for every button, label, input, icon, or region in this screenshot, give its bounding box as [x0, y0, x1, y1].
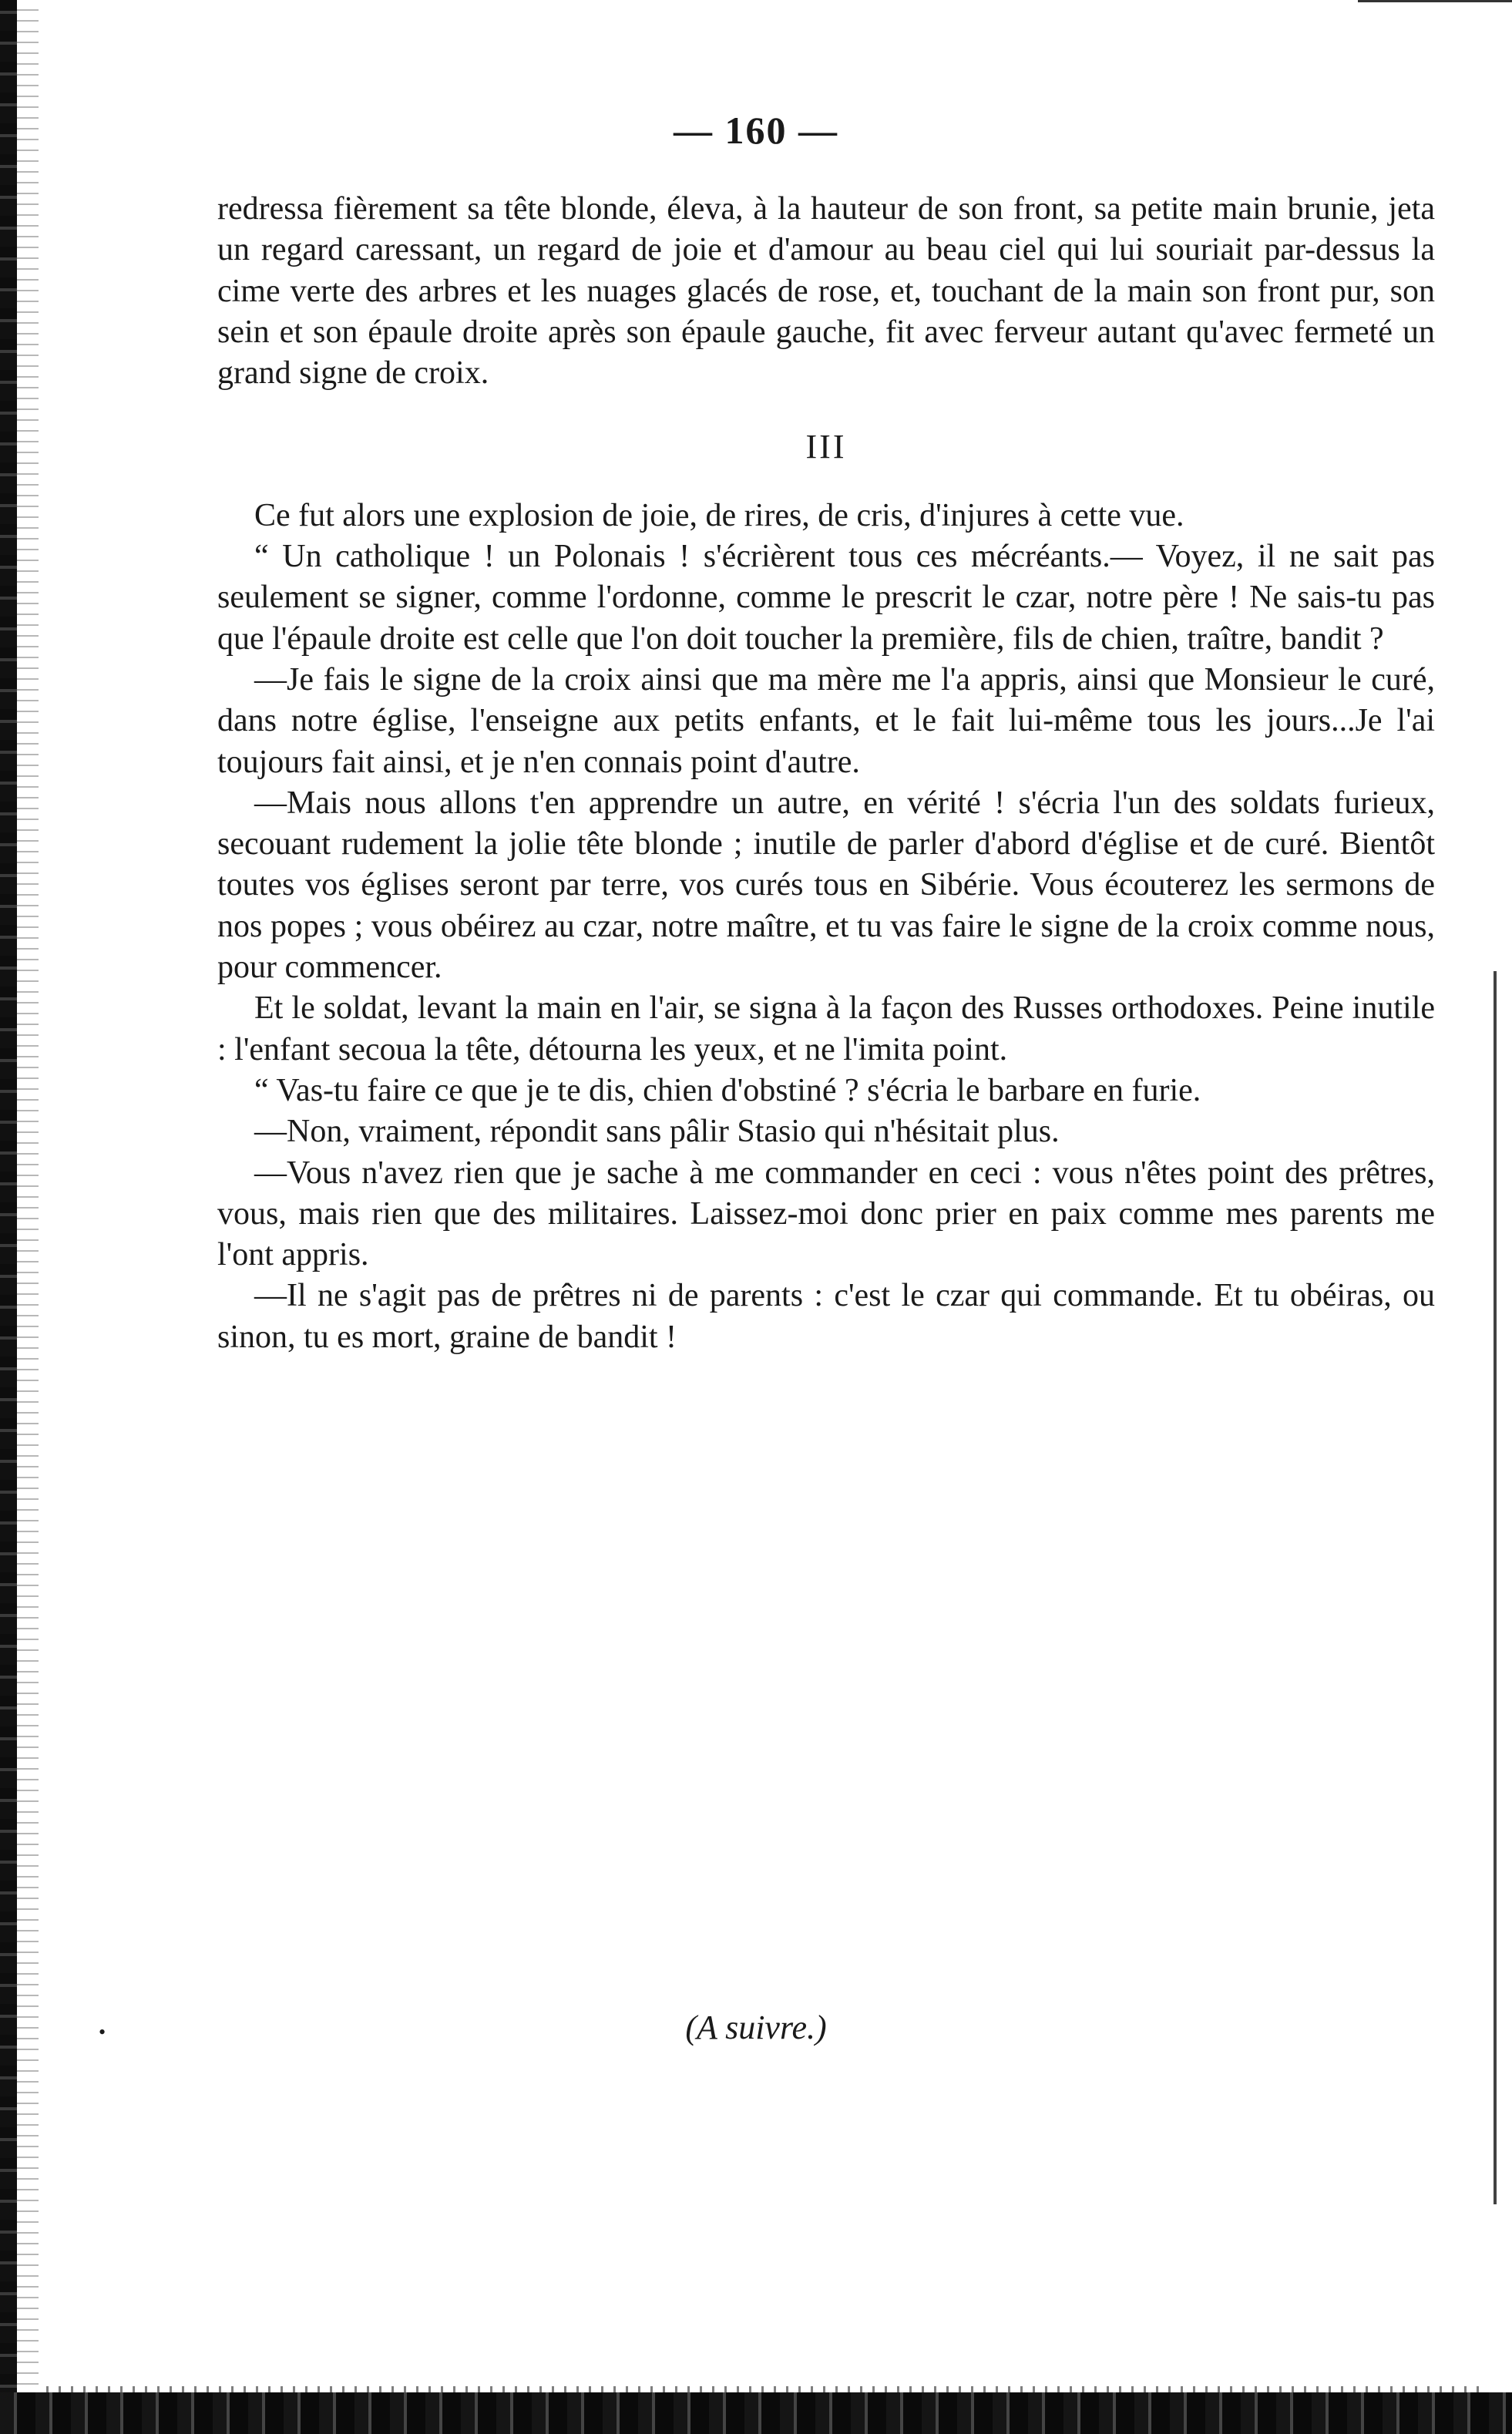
- scan-binding-edge-bottom: [0, 2392, 1512, 2434]
- scan-noise-bottom: [46, 2386, 1480, 2392]
- body-text: [217, 189, 1435, 1358]
- paragraph: —Vous n'avez rien que je sache à me commander en ceci : vous n'êtes point des prêtres, vous, mais rien que des militaires. Laissez-moi donc prier en paix comme mes parents me l'ont appris.: [217, 1155, 1435, 1273]
- scan-corner-top-right: [1358, 0, 1512, 7]
- opening-paragraph: redressa fièrement sa tête blonde, éleva, à la hauteur de son front, sa petite main brunie, jeta un regard caressant, un regard de joie et d'amour au beau ciel qui lui souriait par-dessus la cime verte des arbres et les nuages glacés de rose, et, touchant de la main son front pur, son sein et son épaule droite après son épaule gauche, fit avec ferveur autant qu'avec fermeté un grand signe de croix.: [217, 191, 1435, 392]
- paragraph: —Je fais le signe de la croix ainsi que ma mère me l'a appris, ainsi que Monsieur le curé, dans notre église, l'enseigne aux petits enfants, et le fait lui-même tous les jours...Je l'ai toujours fait ainsi, et je n'en connais point d'autre.: [217, 661, 1435, 780]
- paragraph: Ce fut alors une explosion de joie, de rires, de cris, d'injures à cette vue.: [254, 497, 1184, 533]
- paragraph: “ Un catholique ! un Polonais ! s'écrièrent tous ces mécréants.— Voyez, il ne sait pas seulement se signer, comme l'ordonne, comme le prescrit le czar, notre père ! Ne sais-tu pas que l'épaule droite est celle que l'on doit toucher la première, fils de chien, traître, bandit ?: [217, 539, 1435, 657]
- section-heading: III: [805, 428, 847, 466]
- paragraph: “ Vas-tu faire ce que je te dis, chien d'obstiné ? s'écria le barbare en furie.: [254, 1072, 1201, 1108]
- paragraph: Et le soldat, levant la main en l'air, se signa à la façon des Russes orthodoxes. Peine inutile : l'enfant secoua la tête, détourna les yeux, et ne l'imita point.: [217, 990, 1435, 1067]
- margin-dot-icon: •: [99, 2021, 106, 2043]
- page-number: — 160 —: [674, 109, 838, 152]
- scan-shadow-left: [17, 0, 39, 2434]
- paragraph: —Il ne s'agit pas de prêtres ni de parents : c'est le czar qui commande. Et tu obéiras, ou sinon, tu es mort, graine de bandit !: [217, 1278, 1435, 1355]
- scan-binding-edge-left: [0, 0, 17, 2434]
- paragraph: —Non, vraiment, répondit sans pâlir Stasio qui n'hésitait plus.: [254, 1114, 1060, 1150]
- to-be-continued-label: (A suivre.): [685, 2009, 827, 2046]
- paragraph: —Mais nous allons t'en apprendre un autre, en vérité ! s'écria l'un des soldats furieux, secouant rudement la jolie tête blonde ; inutile de parler d'abord d'église et de curé. Bientôt toutes vos églises seront par terre, vos curés tous en Sibérie. Vous écouterez les sermons de nos popes ; vous obéirez au czar, notre maître, et tu vas faire le signe de la croix comme nous, pour commencer.: [217, 785, 1435, 986]
